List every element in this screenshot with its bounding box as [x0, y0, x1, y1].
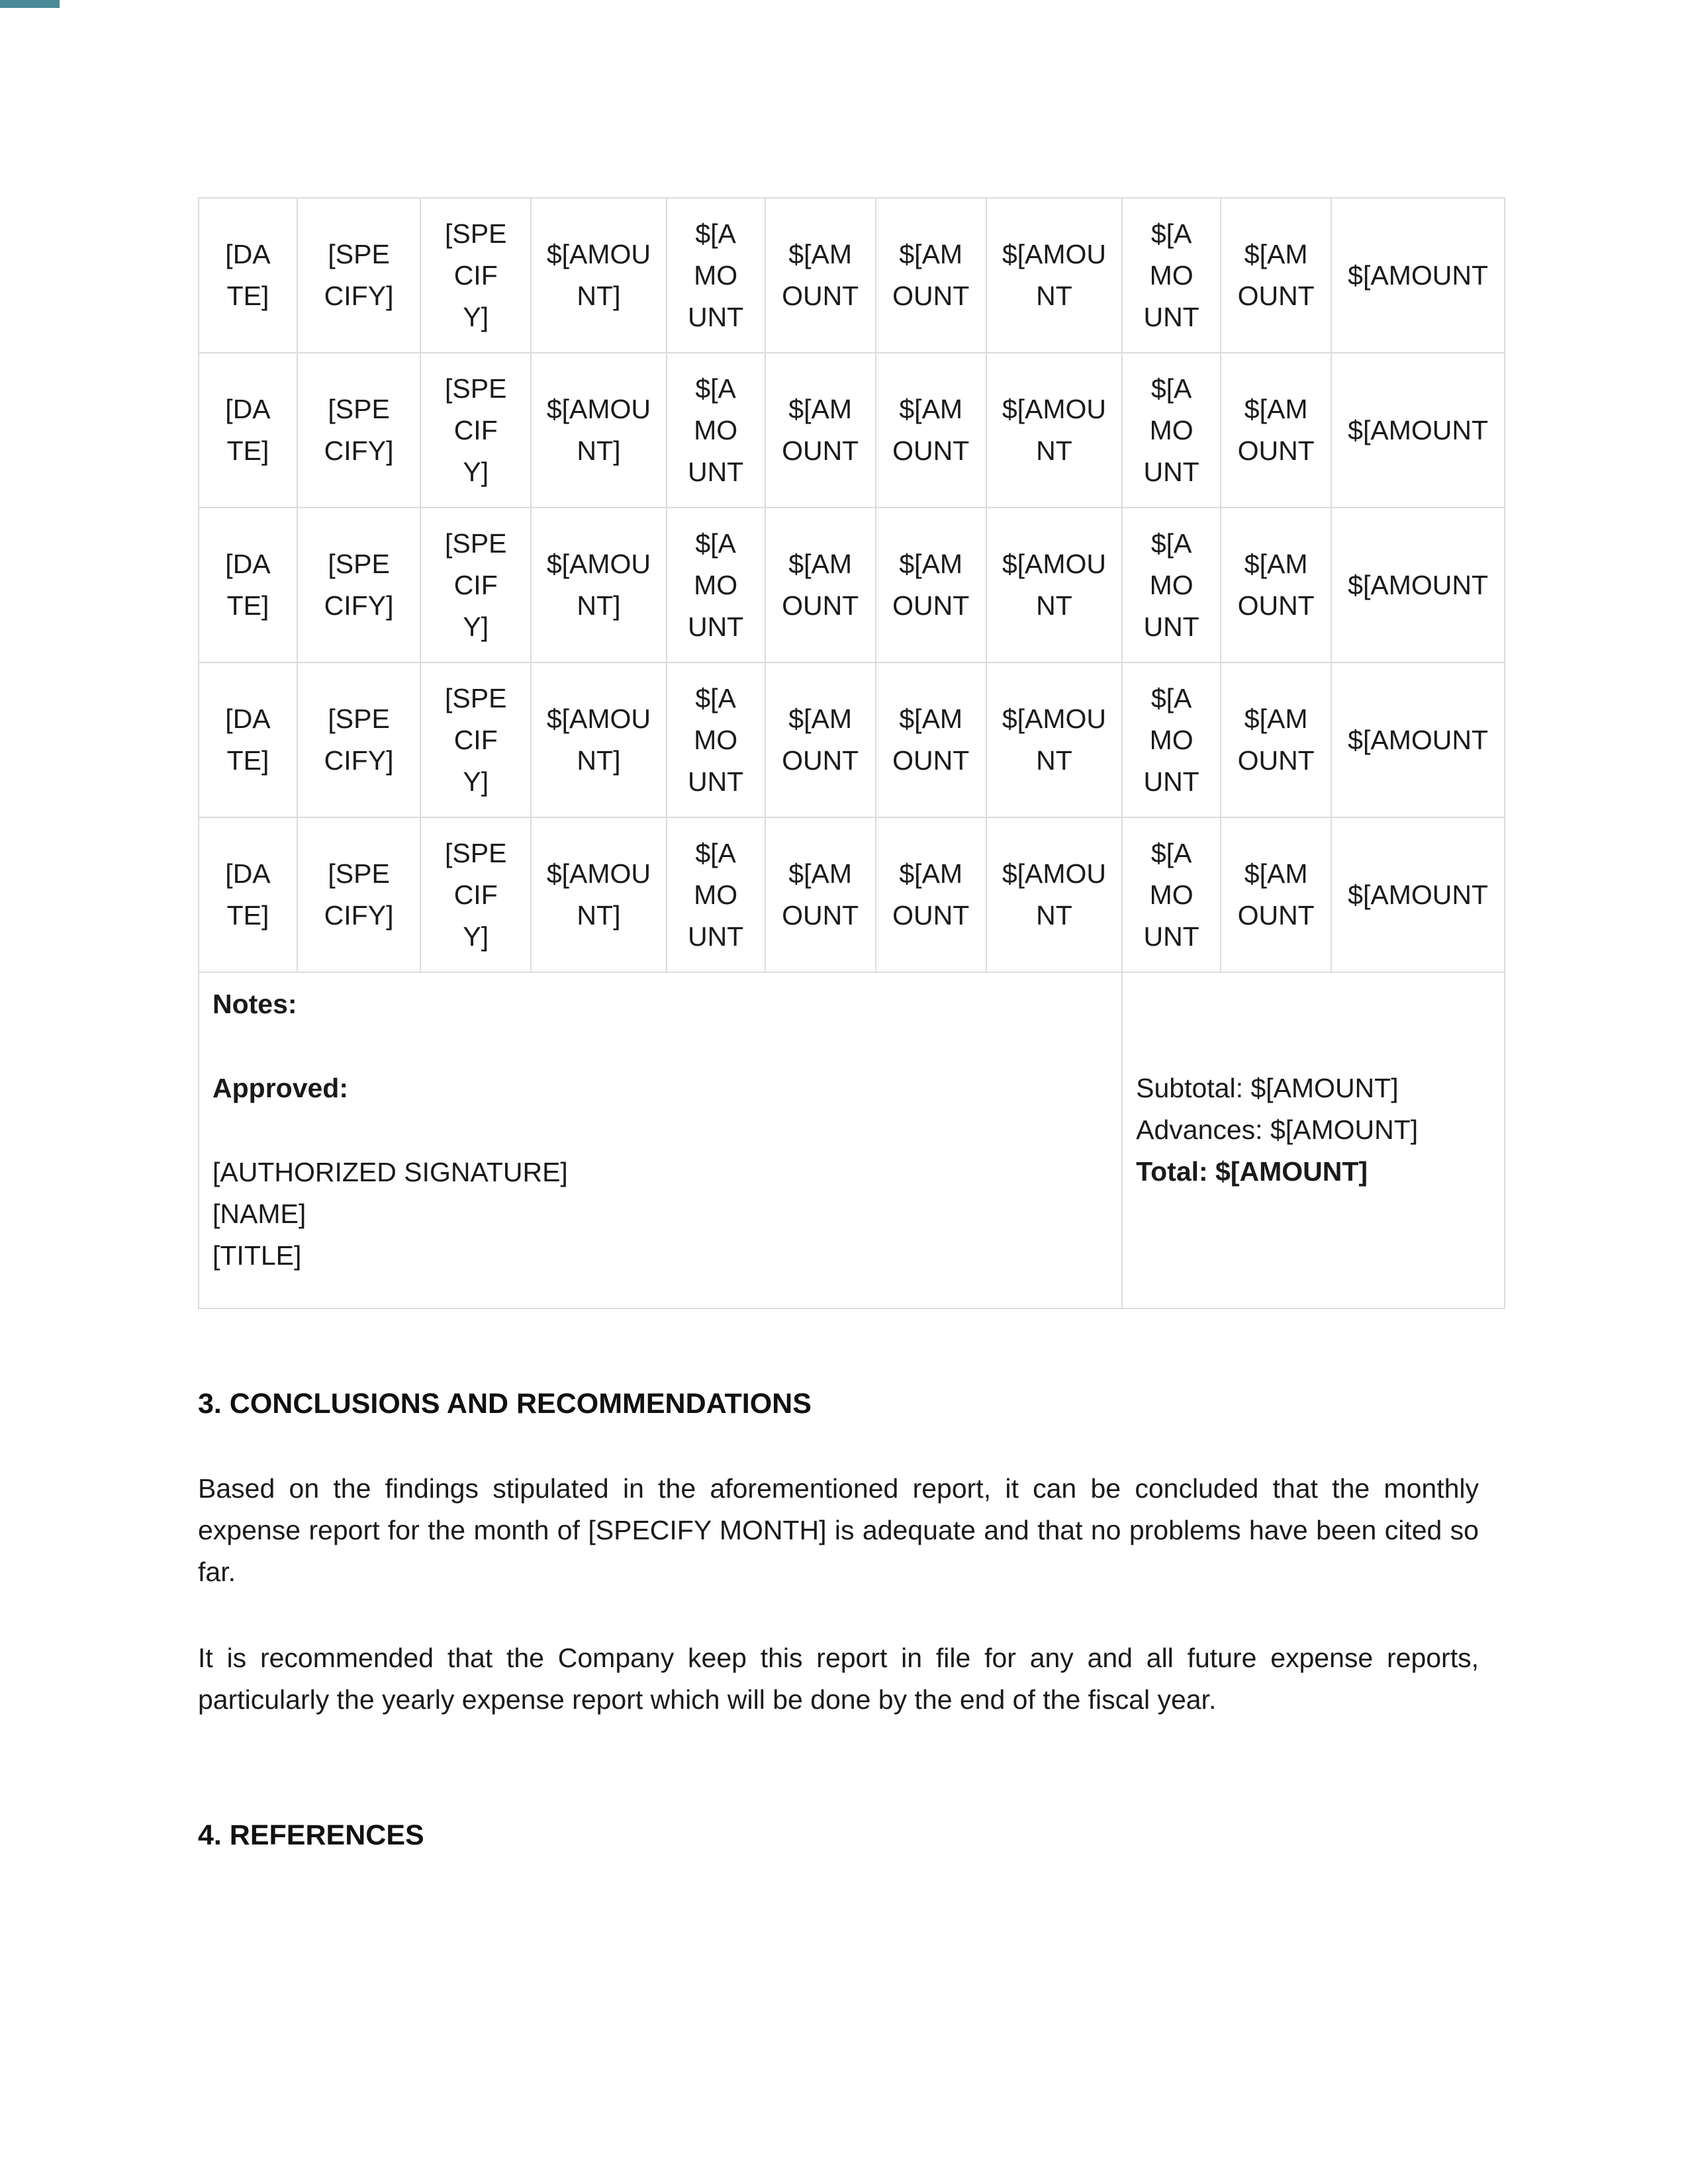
- cell-amount-1-text: $[AMOUNT]: [546, 239, 651, 311]
- cell-subcategory-text: [SPECIFY]: [445, 837, 507, 952]
- cell-subcategory-text: [SPECIFY]: [445, 682, 507, 797]
- cell-subcategory: [420, 508, 531, 662]
- cell-amount-2: [667, 817, 765, 972]
- cell-amount-6-text: $[AMOUNT: [1143, 373, 1199, 487]
- cell-amount-4: [876, 662, 986, 817]
- cell-amount-2-text: $[AMOUNT: [687, 837, 744, 952]
- cell-date-text: [DATE]: [225, 394, 271, 466]
- expense-table-footer: [199, 972, 1505, 1308]
- cell-amount-3: [765, 662, 876, 817]
- cell-date-text: [DATE]: [225, 858, 271, 931]
- cell-amount-1-text: $[AMOUNT]: [546, 704, 651, 776]
- cell-amount-8: [1331, 508, 1505, 662]
- cell-amount-6: [1122, 198, 1221, 353]
- table-row: [199, 662, 1505, 817]
- cell-amount-4: [876, 198, 986, 353]
- cell-amount-2: [667, 198, 765, 353]
- cell-amount-2: [667, 662, 765, 817]
- cell-amount-6: [1122, 353, 1221, 508]
- cell-amount-6: [1122, 817, 1221, 972]
- cell-date-text: [DATE]: [225, 239, 271, 311]
- cell-amount-4-text: $[AMOUNT: [892, 858, 970, 931]
- cell-amount-1: [531, 353, 666, 508]
- cell-amount-3-text: $[AMOUNT: [782, 704, 859, 776]
- cell-date-text: [DATE]: [225, 704, 271, 776]
- cell-amount-2-text: $[AMOUNT: [687, 373, 744, 487]
- cell-amount-8-text: $[AMOUNT: [1348, 724, 1489, 755]
- cell-amount-7-text: $[AMOUNT: [1237, 858, 1315, 931]
- advances-line: Advances: $[AMOUNT]: [1136, 1115, 1419, 1145]
- authorized-signature: [AUTHORIZED SIGNATURE]: [212, 1157, 568, 1187]
- cell-amount-3-text: $[AMOUNT: [782, 549, 859, 621]
- cell-amount-8-text: $[AMOUNT: [1348, 879, 1489, 910]
- cell-date-text: [DATE]: [225, 549, 271, 621]
- cell-amount-8: [1331, 662, 1505, 817]
- cell-date: [199, 508, 297, 662]
- cell-amount-4: [876, 353, 986, 508]
- cell-amount-2-text: $[AMOUNT: [687, 527, 744, 642]
- cell-amount-2-text: $[AMOUNT: [687, 218, 744, 332]
- cell-amount-7: [1221, 662, 1331, 817]
- table-row: [199, 198, 1505, 353]
- cell-amount-8-text: $[AMOUNT: [1348, 569, 1489, 600]
- cell-amount-8-text: $[AMOUNT: [1348, 414, 1489, 445]
- summary-row: [199, 972, 1505, 1308]
- cell-amount-4: [876, 817, 986, 972]
- cell-amount-8: [1331, 817, 1505, 972]
- cell-category: [297, 198, 420, 353]
- cell-category-text: [SPECIFY]: [324, 549, 394, 621]
- cell-category-text: [SPECIFY]: [324, 394, 394, 466]
- subtotal-line: Subtotal: $[AMOUNT]: [1136, 1073, 1399, 1103]
- cell-amount-2: [667, 508, 765, 662]
- cell-amount-6-text: $[AMOUNT: [1143, 527, 1199, 642]
- cell-amount-5: [986, 353, 1122, 508]
- cell-subcategory-text: [SPECIFY]: [445, 218, 507, 332]
- cell-category-text: [SPECIFY]: [324, 858, 394, 931]
- cell-category-text: [SPECIFY]: [324, 239, 394, 311]
- cell-date: [199, 662, 297, 817]
- cell-amount-7-text: $[AMOUNT: [1237, 549, 1315, 621]
- cell-amount-1-text: $[AMOUNT]: [546, 858, 651, 931]
- cell-date: [199, 198, 297, 353]
- cell-amount-3-text: $[AMOUNT: [782, 239, 859, 311]
- conclusions-heading: 3. CONCLUSIONS AND RECOMMENDATIONS: [198, 1388, 812, 1420]
- cell-amount-7-text: $[AMOUNT: [1237, 394, 1315, 466]
- cell-amount-7: [1221, 817, 1331, 972]
- approver-name: [NAME]: [212, 1199, 306, 1229]
- cell-amount-5-text: $[AMOUNT: [1002, 394, 1107, 466]
- cell-amount-7: [1221, 198, 1331, 353]
- expense-table: [198, 197, 1505, 1309]
- cell-category: [297, 662, 420, 817]
- cell-amount-7-text: $[AMOUNT: [1237, 704, 1315, 776]
- cell-subcategory: [420, 662, 531, 817]
- cell-category-text: [SPECIFY]: [324, 704, 394, 776]
- cell-amount-2: [667, 353, 765, 508]
- table-row: [199, 508, 1505, 662]
- cell-amount-5-text: $[AMOUNT: [1002, 704, 1107, 776]
- cell-amount-4-text: $[AMOUNT: [892, 394, 970, 466]
- table-row: [199, 817, 1505, 972]
- cell-amount-3: [765, 817, 876, 972]
- cell-amount-3: [765, 353, 876, 508]
- cell-category: [297, 817, 420, 972]
- cell-amount-3-text: $[AMOUNT: [782, 858, 859, 931]
- approver-title: [TITLE]: [212, 1240, 302, 1271]
- approved-label: Approved:: [212, 1073, 348, 1103]
- cell-amount-3-text: $[AMOUNT: [782, 394, 859, 466]
- cell-amount-6-text: $[AMOUNT: [1143, 837, 1199, 952]
- notes-approval-cell: [199, 972, 1122, 1308]
- cell-amount-4-text: $[AMOUNT: [892, 549, 970, 621]
- cell-amount-2-text: $[AMOUNT: [687, 682, 744, 797]
- cell-amount-6-text: $[AMOUNT: [1143, 682, 1199, 797]
- conclusions-paragraph-2: It is recommended that the Company keep this report in file for any and all future expense reports, particularly the yearly expense report which will be done by the end of the fiscal year.: [198, 1643, 1479, 1715]
- cell-amount-7-text: $[AMOUNT: [1237, 239, 1315, 311]
- cell-amount-1-text: $[AMOUNT]: [546, 394, 651, 466]
- cell-amount-7: [1221, 353, 1331, 508]
- cell-amount-6-text: $[AMOUNT: [1143, 218, 1199, 332]
- cell-amount-5: [986, 198, 1122, 353]
- cell-amount-3: [765, 508, 876, 662]
- conclusions-paragraph-1: Based on the findings stipulated in the aforementioned report, it can be concluded that the monthly expense report for the month of [SPECIFY MONTH] is adequate and that no problems have been cited so far.: [198, 1473, 1479, 1587]
- cell-date: [199, 817, 297, 972]
- cell-subcategory-text: [SPECIFY]: [445, 527, 507, 642]
- cell-subcategory: [420, 198, 531, 353]
- cell-subcategory: [420, 353, 531, 508]
- cell-amount-5-text: $[AMOUNT: [1002, 858, 1107, 931]
- cell-amount-5: [986, 817, 1122, 972]
- cell-amount-1: [531, 508, 666, 662]
- cell-amount-5-text: $[AMOUNT: [1002, 239, 1107, 311]
- cell-amount-6: [1122, 508, 1221, 662]
- total-line: Total: $[AMOUNT]: [1136, 1156, 1368, 1187]
- header-accent-bar: [0, 0, 60, 8]
- cell-amount-5: [986, 508, 1122, 662]
- cell-category: [297, 353, 420, 508]
- totals-cell: [1122, 972, 1505, 1308]
- notes-label: Notes:: [212, 989, 297, 1019]
- cell-amount-4-text: $[AMOUNT: [892, 704, 970, 776]
- cell-amount-3: [765, 198, 876, 353]
- cell-amount-1: [531, 662, 666, 817]
- expense-table-body: [199, 198, 1505, 972]
- cell-amount-1-text: $[AMOUNT]: [546, 549, 651, 621]
- cell-category: [297, 508, 420, 662]
- cell-amount-5: [986, 662, 1122, 817]
- cell-amount-7: [1221, 508, 1331, 662]
- cell-amount-1: [531, 198, 666, 353]
- table-row: [199, 353, 1505, 508]
- cell-amount-5-text: $[AMOUNT: [1002, 549, 1107, 621]
- cell-date: [199, 353, 297, 508]
- cell-amount-8: [1331, 198, 1505, 353]
- cell-amount-4-text: $[AMOUNT: [892, 239, 970, 311]
- cell-amount-1: [531, 817, 666, 972]
- cell-amount-8: [1331, 353, 1505, 508]
- cell-subcategory: [420, 817, 531, 972]
- cell-subcategory-text: [SPECIFY]: [445, 373, 507, 487]
- references-heading: 4. REFERENCES: [198, 1819, 424, 1851]
- cell-amount-6: [1122, 662, 1221, 817]
- cell-amount-4: [876, 508, 986, 662]
- cell-amount-8-text: $[AMOUNT: [1348, 259, 1489, 291]
